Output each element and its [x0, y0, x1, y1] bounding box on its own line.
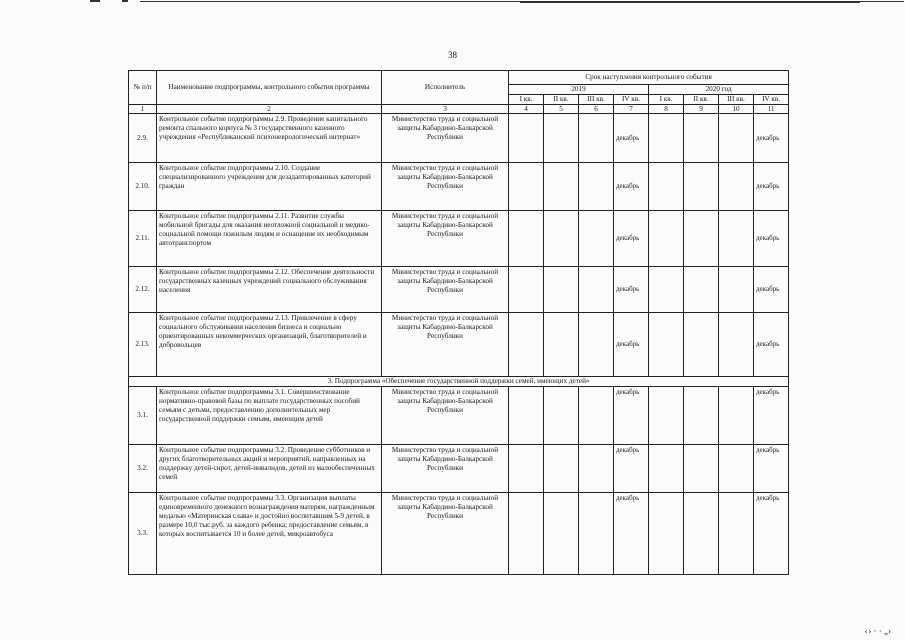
- scan-mark: [122, 0, 128, 2]
- deadline-q4-2020: декабрь: [754, 211, 789, 267]
- table-row: [129, 267, 789, 313]
- row-number: 3.3.: [129, 493, 157, 575]
- column-index: 6: [579, 105, 614, 114]
- event-name: Контрольное событие подпрограммы 3.2. Проведение субботников и других благотворительных акций и мероприятий, направленных на поддержку детей-сирот, детей-инвалидов, детей из малообеспеченных семей: [157, 445, 382, 493]
- column-index-row: [129, 105, 789, 114]
- table-row: [129, 313, 789, 377]
- row-number: 2.13.: [129, 313, 157, 377]
- header-year-2020: 2020 год: [649, 85, 789, 95]
- column-index: 10: [719, 105, 754, 114]
- deadline-q4-2019: декабрь: [614, 387, 649, 445]
- column-index: 1: [129, 105, 157, 114]
- event-executor: Министерство труда и социальной защиты Кабардино-Балкарской Республики: [382, 267, 509, 313]
- table-row: [129, 387, 789, 445]
- column-index: 5: [544, 105, 579, 114]
- event-executor: Министерство труда и социальной защиты Кабардино-Балкарской Республики: [382, 387, 509, 445]
- section-title: 3. Подпрограмма «Обеспечение государственной поддержки семей, имеющих детей»: [129, 377, 789, 387]
- deadline-q4-2020: декабрь: [754, 163, 789, 211]
- header-executor: Исполнитель: [382, 71, 509, 105]
- header-quarter: I кв.: [649, 95, 684, 105]
- corner-handwritten-mark: ‹ › · · „›: [864, 626, 891, 636]
- deadline-q4-2020: декабрь: [754, 493, 789, 575]
- row-number: 2.10.: [129, 163, 157, 211]
- deadline-q4-2019: декабрь: [614, 445, 649, 493]
- table-row: [129, 493, 789, 575]
- table-row: [129, 114, 789, 163]
- event-name: Контрольное событие подпрограммы 2.10. Создание специализированного учреждения для дезадаптированных категорий граждан: [157, 163, 382, 211]
- row-number: 2.11.: [129, 211, 157, 267]
- table-row: [129, 445, 789, 493]
- event-name: Контрольное событие подпрограммы 2.13. Привлечение в сферу социального обслуживания населения бизнеса и социально ориентированных некоммерческих организаций, благотворителей и добровольцев: [157, 313, 382, 377]
- event-executor: Министерство труда и социальной защиты Кабардино-Балкарской Республики: [382, 163, 509, 211]
- deadline-q4-2019: декабрь: [614, 211, 649, 267]
- header-quarter: III кв.: [719, 95, 754, 105]
- row-number: 2.9.: [129, 114, 157, 163]
- table-row: [129, 163, 789, 211]
- event-executor: Министерство труда и социальной защиты Кабардино-Балкарской Республики: [382, 313, 509, 377]
- deadline-q4-2020: декабрь: [754, 313, 789, 377]
- deadline-q4-2020: декабрь: [754, 387, 789, 445]
- event-name: Контрольное событие подпрограммы 3.3. Организация выплаты единовременного денежного вознаграждения матерям, награжденным медалью «Материнская слава» и достойно воспитавшим 5-9 детей, в размере 10,0 тыс.руб. за каждого ребенка; предоставление семьям, в которых воспитывается 10 и более детей, микроавтобуса: [157, 493, 382, 575]
- deadline-q4-2019: декабрь: [614, 163, 649, 211]
- column-index: 9: [684, 105, 719, 114]
- deadline-q4-2020: декабрь: [754, 445, 789, 493]
- scan-edge: [0, 0, 905, 3]
- event-executor: Министерство труда и социальной защиты Кабардино-Балкарской Республики: [382, 211, 509, 267]
- deadline-q4-2020: декабрь: [754, 267, 789, 313]
- event-executor: Министерство труда и социальной защиты Кабардино-Балкарской Республики: [382, 114, 509, 163]
- event-name: Контрольное событие подпрограммы 2.12. Обеспечение деятельности государственных казенных учреждений социального обслуживания населения: [157, 267, 382, 313]
- column-index: 7: [614, 105, 649, 114]
- column-index: 11: [754, 105, 789, 114]
- scan-mark: [90, 0, 100, 2]
- row-number: 2.12.: [129, 267, 157, 313]
- scan-line: [520, 1, 860, 3]
- header-quarter: IV кв.: [614, 95, 649, 105]
- column-index: 2: [157, 105, 382, 114]
- header-year-2019: 2019: [509, 85, 649, 95]
- column-index: 3: [382, 105, 509, 114]
- section-row: [129, 377, 789, 387]
- header-name: Наименование подпрограммы, контрольного события программы: [157, 71, 382, 105]
- schedule-table: [128, 70, 789, 575]
- header-term: Срок наступления контрольного события: [509, 71, 789, 85]
- table-row: [129, 211, 789, 267]
- deadline-q4-2019: декабрь: [614, 267, 649, 313]
- event-executor: Министерство труда и социальной защиты Кабардино-Балкарской Республики: [382, 445, 509, 493]
- event-name: Контрольное событие подпрограммы 2.9. Проведение капитального ремонта спального корпуса № 3 государственного казенного учреждения «Республиканский психоневрологический интернат»: [157, 114, 382, 163]
- deadline-q4-2019: декабрь: [614, 493, 649, 575]
- event-name: Контрольное событие подпрограммы 2.11. Развитие службы мобильной бригады для оказания неотложной социальной и медико-социальной помощи пожилым людям и оснащение их необходимым автотранспортом: [157, 211, 382, 267]
- event-name: Контрольное событие подпрограммы 3.1. Совершенствование нормативно-правовой базы по выплате государственных пособий семьям с детьми, предоставлению дополнительных мер государственной поддержки семьям, имеющим детей: [157, 387, 382, 445]
- deadline-q4-2019: декабрь: [614, 114, 649, 163]
- column-index: 8: [649, 105, 684, 114]
- row-number: 3.1.: [129, 387, 157, 445]
- row-number: 3.2.: [129, 445, 157, 493]
- header-quarter: IV кв.: [754, 95, 789, 105]
- deadline-q4-2020: декабрь: [754, 114, 789, 163]
- page-number: 38: [448, 50, 457, 60]
- column-index: 4: [509, 105, 544, 114]
- header-quarter: III кв.: [579, 95, 614, 105]
- header-quarter: I кв.: [509, 95, 544, 105]
- event-executor: Министерство труда и социальной защиты Кабардино-Балкарской Республики: [382, 493, 509, 575]
- deadline-q4-2019: декабрь: [614, 313, 649, 377]
- header-number: № п/п: [129, 71, 157, 105]
- header-quarter: II кв.: [684, 95, 719, 105]
- header-quarter: II кв.: [544, 95, 579, 105]
